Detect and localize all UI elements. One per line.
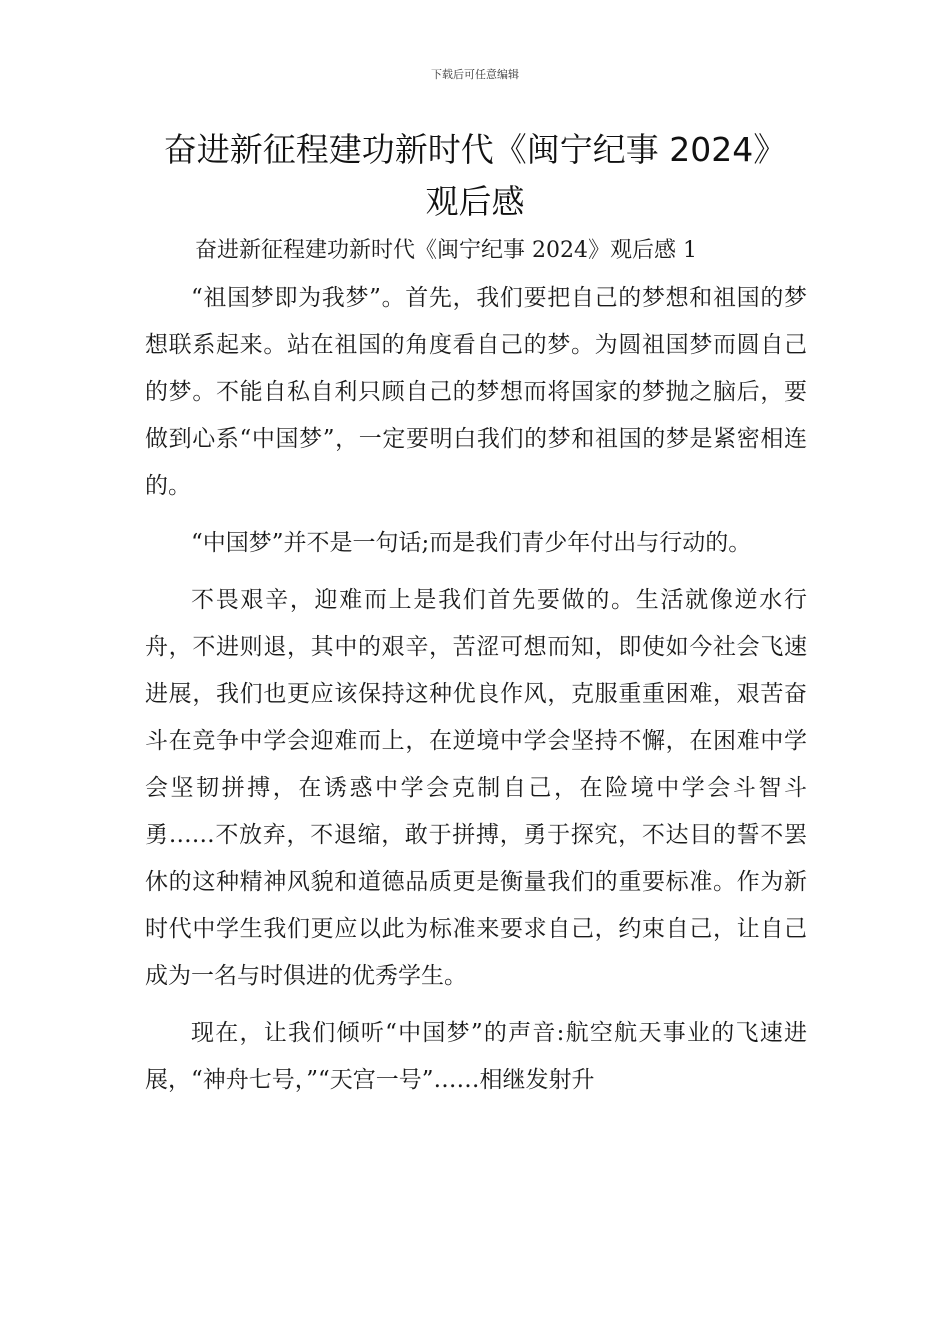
paragraph: “祖国梦即为我梦”。首先，我们要把自己的梦想和祖国的梦想联系起来。站在祖国的角度看自己的梦。为圆祖国梦而圆自己的梦。不能自私自利只顾自己的梦想而将国家的梦抛之脑后，要做到心系“中国梦”，一定要明白我们的梦和祖国的梦是紧密相连的。	[145, 285, 807, 499]
paragraph: 现在，让我们倾听“中国梦”的声音:航空航天事业的飞速进展，“神舟七号，”“天宫一号”……相继发射升	[145, 1020, 807, 1093]
body-text	[145, 275, 807, 1114]
paragraph: 不畏艰辛，迎难而上是我们首先要做的。生活就像逆水行舟，不进则退，其中的艰辛，苦涩可想而知，即使如今社会飞速进展，我们也更应该保持这种优良作风，克服重重困难，艰苦奋斗在竞争中学会迎难而上，在逆境中学会坚持不懈，在困难中学会坚韧拼搏，在诱惑中学会克制自己，在险境中学会斗智斗勇……不放弃，不退缩，敢于拼搏，勇于探究，不达目的誓不罢休的这种精神风貌和道德品质更是衡量我们的重要标准。作为新时代中学生我们更应以此为标准来要求自己，约束自己，让自己成为一名与时俱进的优秀学生。	[145, 587, 807, 989]
paragraph: “中国梦”并不是一句话;而是我们青少年付出与行动的。	[191, 530, 752, 556]
document-title	[120, 124, 830, 228]
section-subtitle: 奋进新征程建功新时代《闽宁纪事 2024》观后感 1	[195, 238, 697, 263]
title-line-1: 奋进新征程建功新时代《闽宁纪事 2024》	[163, 130, 787, 169]
header-note: 下载后可任意编辑	[431, 68, 519, 81]
title-line-2: 观后感	[425, 182, 525, 221]
